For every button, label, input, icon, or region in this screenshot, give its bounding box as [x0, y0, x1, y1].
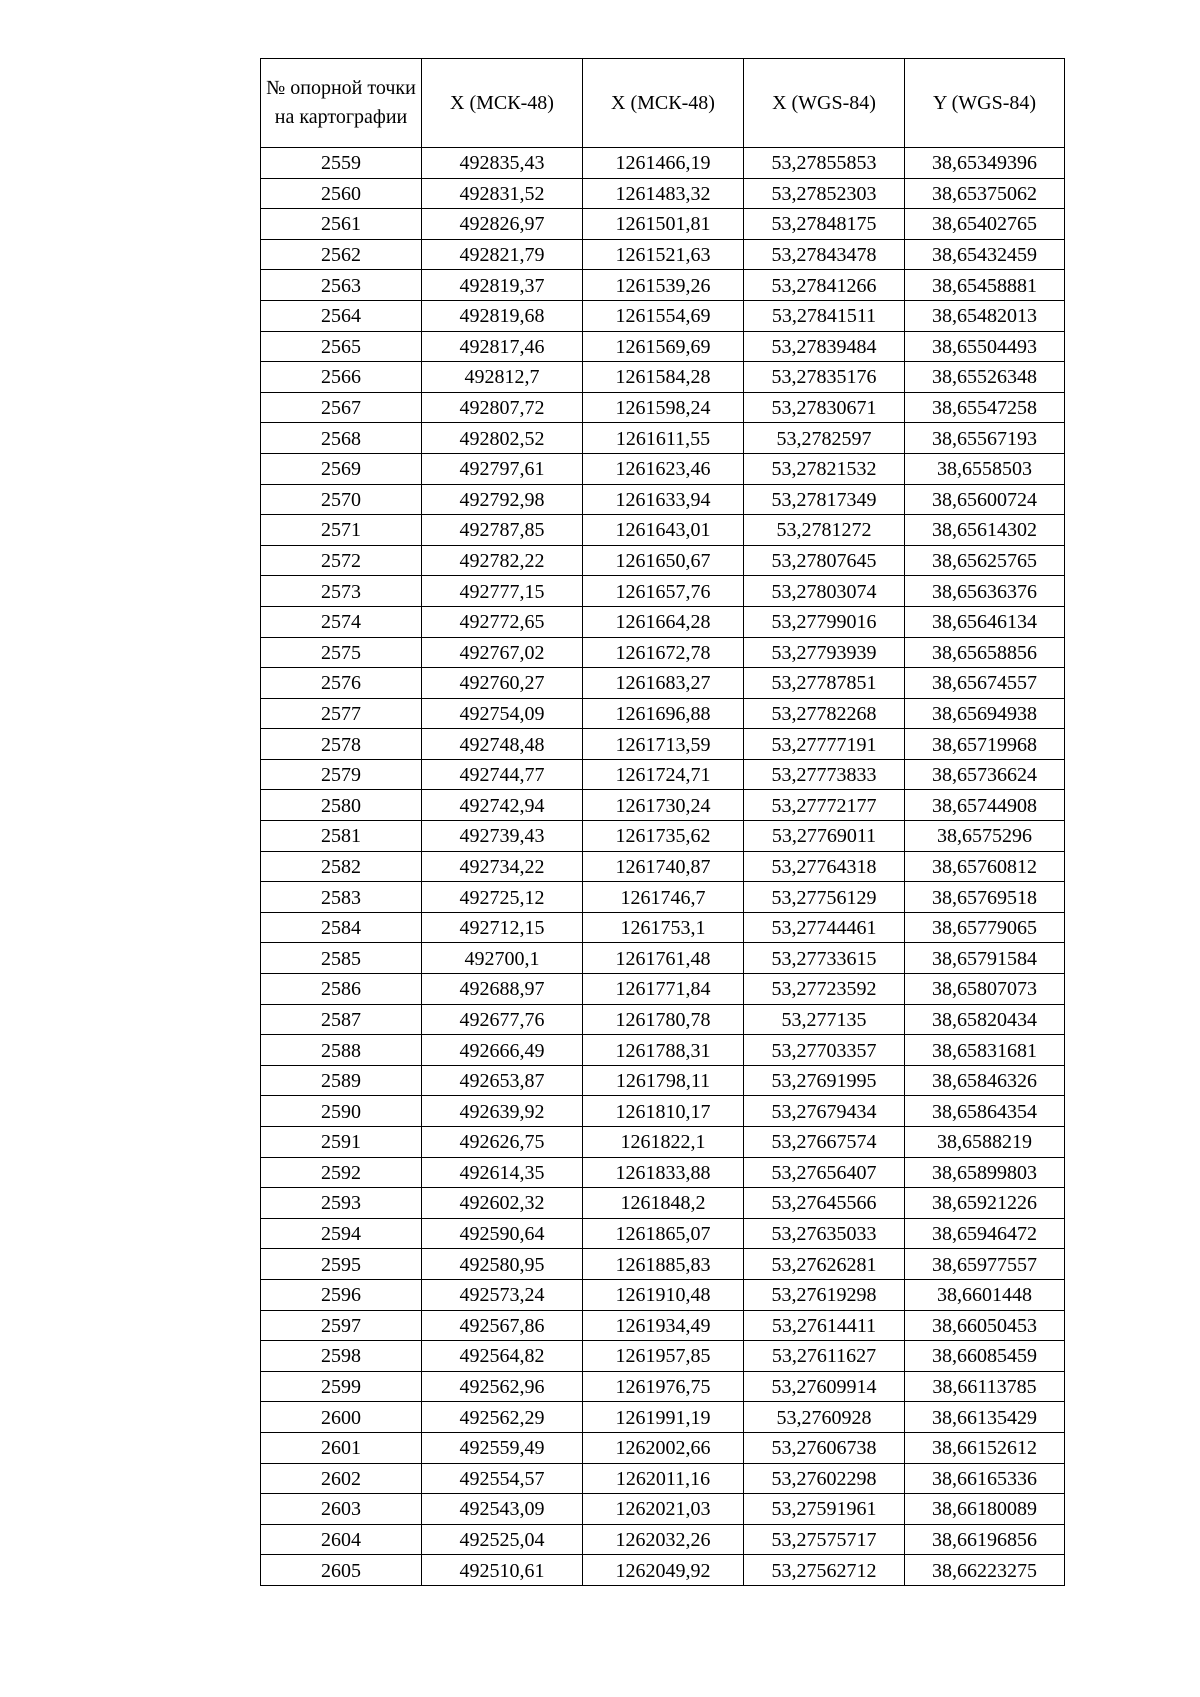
cell-point-number: 2575 [261, 637, 422, 668]
cell-point-number: 2568 [261, 423, 422, 454]
cell-point-number: 2582 [261, 851, 422, 882]
cell-y-wgs84: 38,66113785 [905, 1371, 1065, 1402]
cell-x-msk48-2: 1261724,71 [583, 759, 744, 790]
cell-y-wgs84: 38,65646134 [905, 606, 1065, 637]
header-x-wgs84: X (WGS-84) [744, 59, 905, 148]
cell-x-msk48-2: 1261746,7 [583, 882, 744, 913]
header-point-number: № опорной точки на картографии [261, 59, 422, 148]
cell-x-wgs84: 53,27606738 [744, 1432, 905, 1463]
cell-x-msk48-2: 1261696,88 [583, 698, 744, 729]
cell-x-msk48-2: 1261730,24 [583, 790, 744, 821]
table-row [261, 1096, 1065, 1127]
cell-y-wgs84: 38,65375062 [905, 178, 1065, 209]
cell-x-msk48-2: 1261957,85 [583, 1341, 744, 1372]
table-row [261, 362, 1065, 393]
cell-x-msk48-1: 492835,43 [422, 148, 583, 179]
cell-x-msk48-1: 492562,96 [422, 1371, 583, 1402]
cell-x-wgs84: 53,27703357 [744, 1035, 905, 1066]
cell-point-number: 2577 [261, 698, 422, 729]
cell-x-wgs84: 53,27614411 [744, 1310, 905, 1341]
cell-point-number: 2561 [261, 209, 422, 240]
table-row [261, 178, 1065, 209]
cell-x-msk48-2: 1261466,19 [583, 148, 744, 179]
cell-y-wgs84: 38,65736624 [905, 759, 1065, 790]
cell-x-msk48-1: 492567,86 [422, 1310, 583, 1341]
cell-y-wgs84: 38,65946472 [905, 1218, 1065, 1249]
cell-y-wgs84: 38,65526348 [905, 362, 1065, 393]
table-row [261, 1157, 1065, 1188]
cell-x-msk48-2: 1261664,28 [583, 606, 744, 637]
cell-x-wgs84: 53,27667574 [744, 1127, 905, 1158]
cell-y-wgs84: 38,65899803 [905, 1157, 1065, 1188]
cell-point-number: 2571 [261, 515, 422, 546]
cell-x-wgs84: 53,27841511 [744, 300, 905, 331]
cell-x-msk48-2: 1261650,67 [583, 545, 744, 576]
cell-y-wgs84: 38,65820434 [905, 1004, 1065, 1035]
cell-point-number: 2593 [261, 1188, 422, 1219]
cell-x-msk48-1: 492819,37 [422, 270, 583, 301]
cell-x-wgs84: 53,27841266 [744, 270, 905, 301]
cell-x-msk48-1: 492826,97 [422, 209, 583, 240]
cell-x-msk48-2: 1261623,46 [583, 453, 744, 484]
cell-y-wgs84: 38,6558503 [905, 453, 1065, 484]
table-row [261, 1188, 1065, 1219]
cell-x-msk48-2: 1261798,11 [583, 1065, 744, 1096]
cell-x-wgs84: 53,27848175 [744, 209, 905, 240]
cell-x-msk48-1: 492562,29 [422, 1402, 583, 1433]
cell-x-msk48-1: 492744,77 [422, 759, 583, 790]
cell-point-number: 2604 [261, 1524, 422, 1555]
cell-x-msk48-1: 492734,22 [422, 851, 583, 882]
table-row [261, 943, 1065, 974]
cell-x-wgs84: 53,27575717 [744, 1524, 905, 1555]
cell-x-msk48-2: 1262049,92 [583, 1555, 744, 1586]
cell-point-number: 2572 [261, 545, 422, 576]
cell-x-msk48-2: 1261976,75 [583, 1371, 744, 1402]
table-row [261, 729, 1065, 760]
cell-x-wgs84: 53,27744461 [744, 912, 905, 943]
cell-x-wgs84: 53,27821532 [744, 453, 905, 484]
table-row [261, 1249, 1065, 1280]
table-row [261, 239, 1065, 270]
cell-x-wgs84: 53,27691995 [744, 1065, 905, 1096]
table-row [261, 148, 1065, 179]
table-row [261, 392, 1065, 423]
cell-x-msk48-2: 1262011,16 [583, 1463, 744, 1494]
cell-y-wgs84: 38,66085459 [905, 1341, 1065, 1372]
cell-y-wgs84: 38,66152612 [905, 1432, 1065, 1463]
cell-x-wgs84: 53,27626281 [744, 1249, 905, 1280]
cell-point-number: 2574 [261, 606, 422, 637]
cell-x-msk48-1: 492742,94 [422, 790, 583, 821]
cell-y-wgs84: 38,65864354 [905, 1096, 1065, 1127]
cell-point-number: 2559 [261, 148, 422, 179]
table-body [261, 148, 1065, 1586]
cell-y-wgs84: 38,66050453 [905, 1310, 1065, 1341]
cell-x-wgs84: 53,27830671 [744, 392, 905, 423]
table-row [261, 1279, 1065, 1310]
cell-x-msk48-1: 492802,52 [422, 423, 583, 454]
cell-x-msk48-1: 492748,48 [422, 729, 583, 760]
cell-x-wgs84: 53,27843478 [744, 239, 905, 270]
cell-y-wgs84: 38,6601448 [905, 1279, 1065, 1310]
cell-y-wgs84: 38,65636376 [905, 576, 1065, 607]
table-row [261, 1341, 1065, 1372]
cell-y-wgs84: 38,65791584 [905, 943, 1065, 974]
cell-x-wgs84: 53,27562712 [744, 1555, 905, 1586]
cell-y-wgs84: 38,65349396 [905, 148, 1065, 179]
cell-x-wgs84: 53,2760928 [744, 1402, 905, 1433]
cell-x-msk48-2: 1261771,84 [583, 974, 744, 1005]
cell-x-msk48-2: 1261740,87 [583, 851, 744, 882]
cell-x-wgs84: 53,277135 [744, 1004, 905, 1035]
cell-point-number: 2569 [261, 453, 422, 484]
cell-x-wgs84: 53,2782597 [744, 423, 905, 454]
cell-x-msk48-1: 492700,1 [422, 943, 583, 974]
cell-x-wgs84: 53,27817349 [744, 484, 905, 515]
cell-x-msk48-1: 492590,64 [422, 1218, 583, 1249]
cell-point-number: 2584 [261, 912, 422, 943]
cell-x-wgs84: 53,2781272 [744, 515, 905, 546]
cell-x-wgs84: 53,27764318 [744, 851, 905, 882]
table-row [261, 974, 1065, 1005]
cell-x-msk48-1: 492831,52 [422, 178, 583, 209]
cell-x-msk48-1: 492817,46 [422, 331, 583, 362]
table-row [261, 270, 1065, 301]
cell-x-msk48-2: 1262021,03 [583, 1494, 744, 1525]
cell-x-msk48-1: 492573,24 [422, 1279, 583, 1310]
cell-x-wgs84: 53,27835176 [744, 362, 905, 393]
cell-x-wgs84: 53,27773833 [744, 759, 905, 790]
cell-x-msk48-2: 1261934,49 [583, 1310, 744, 1341]
cell-x-msk48-2: 1261833,88 [583, 1157, 744, 1188]
table-row [261, 882, 1065, 913]
table-row [261, 1463, 1065, 1494]
table-row [261, 668, 1065, 699]
cell-x-msk48-1: 492760,27 [422, 668, 583, 699]
cell-x-wgs84: 53,27852303 [744, 178, 905, 209]
cell-point-number: 2563 [261, 270, 422, 301]
cell-x-msk48-1: 492782,22 [422, 545, 583, 576]
table-row [261, 1218, 1065, 1249]
cell-x-wgs84: 53,27772177 [744, 790, 905, 821]
cell-x-msk48-2: 1261780,78 [583, 1004, 744, 1035]
cell-x-msk48-2: 1261810,17 [583, 1096, 744, 1127]
cell-x-msk48-1: 492559,49 [422, 1432, 583, 1463]
cell-x-wgs84: 53,27609914 [744, 1371, 905, 1402]
control-points-table [260, 58, 1065, 1586]
table-row [261, 1310, 1065, 1341]
cell-point-number: 2566 [261, 362, 422, 393]
table-row [261, 576, 1065, 607]
cell-x-msk48-2: 1261598,24 [583, 392, 744, 423]
table-row [261, 1402, 1065, 1433]
cell-x-msk48-1: 492564,82 [422, 1341, 583, 1372]
cell-x-msk48-2: 1261611,55 [583, 423, 744, 454]
cell-y-wgs84: 38,65567193 [905, 423, 1065, 454]
cell-y-wgs84: 38,65719968 [905, 729, 1065, 760]
cell-y-wgs84: 38,65807073 [905, 974, 1065, 1005]
cell-y-wgs84: 38,65658856 [905, 637, 1065, 668]
table-header [261, 59, 1065, 148]
cell-x-msk48-2: 1261848,2 [583, 1188, 744, 1219]
table-row [261, 209, 1065, 240]
cell-x-msk48-1: 492510,61 [422, 1555, 583, 1586]
cell-point-number: 2562 [261, 239, 422, 270]
cell-x-msk48-1: 492772,65 [422, 606, 583, 637]
cell-point-number: 2605 [261, 1555, 422, 1586]
cell-y-wgs84: 38,66135429 [905, 1402, 1065, 1433]
cell-x-msk48-2: 1261865,07 [583, 1218, 744, 1249]
cell-y-wgs84: 38,65674557 [905, 668, 1065, 699]
cell-point-number: 2590 [261, 1096, 422, 1127]
cell-x-wgs84: 53,27611627 [744, 1341, 905, 1372]
cell-y-wgs84: 38,6588219 [905, 1127, 1065, 1158]
cell-point-number: 2592 [261, 1157, 422, 1188]
cell-point-number: 2581 [261, 821, 422, 852]
cell-x-wgs84: 53,27645566 [744, 1188, 905, 1219]
cell-x-msk48-1: 492792,98 [422, 484, 583, 515]
cell-y-wgs84: 38,65694938 [905, 698, 1065, 729]
cell-x-msk48-2: 1261672,78 [583, 637, 744, 668]
cell-x-msk48-2: 1261584,28 [583, 362, 744, 393]
cell-y-wgs84: 38,65504493 [905, 331, 1065, 362]
cell-point-number: 2597 [261, 1310, 422, 1341]
cell-x-msk48-2: 1261713,59 [583, 729, 744, 760]
table-row [261, 300, 1065, 331]
header-y-wgs84: Y (WGS-84) [905, 59, 1065, 148]
cell-x-msk48-2: 1261521,63 [583, 239, 744, 270]
cell-x-wgs84: 53,27635033 [744, 1218, 905, 1249]
cell-point-number: 2583 [261, 882, 422, 913]
cell-point-number: 2564 [261, 300, 422, 331]
cell-x-msk48-1: 492712,15 [422, 912, 583, 943]
cell-x-wgs84: 53,27839484 [744, 331, 905, 362]
cell-x-msk48-1: 492777,15 [422, 576, 583, 607]
cell-y-wgs84: 38,65600724 [905, 484, 1065, 515]
table-row [261, 606, 1065, 637]
cell-x-wgs84: 53,27799016 [744, 606, 905, 637]
table-row [261, 851, 1065, 882]
cell-x-msk48-1: 492807,72 [422, 392, 583, 423]
cell-y-wgs84: 38,65614302 [905, 515, 1065, 546]
cell-y-wgs84: 38,65977557 [905, 1249, 1065, 1280]
cell-y-wgs84: 38,65779065 [905, 912, 1065, 943]
cell-point-number: 2573 [261, 576, 422, 607]
table-row [261, 545, 1065, 576]
cell-x-msk48-2: 1261501,81 [583, 209, 744, 240]
cell-x-msk48-1: 492639,92 [422, 1096, 583, 1127]
cell-x-wgs84: 53,27679434 [744, 1096, 905, 1127]
cell-x-msk48-1: 492580,95 [422, 1249, 583, 1280]
cell-point-number: 2596 [261, 1279, 422, 1310]
table-row [261, 1065, 1065, 1096]
cell-x-msk48-2: 1261822,1 [583, 1127, 744, 1158]
table-row [261, 515, 1065, 546]
table-row [261, 1035, 1065, 1066]
cell-x-msk48-2: 1261554,69 [583, 300, 744, 331]
cell-y-wgs84: 38,66223275 [905, 1555, 1065, 1586]
cell-x-msk48-1: 492602,32 [422, 1188, 583, 1219]
cell-x-wgs84: 53,27793939 [744, 637, 905, 668]
cell-point-number: 2578 [261, 729, 422, 760]
header-x-msk48-1: X (МСК-48) [422, 59, 583, 148]
cell-x-wgs84: 53,27756129 [744, 882, 905, 913]
table-row [261, 821, 1065, 852]
cell-x-msk48-1: 492725,12 [422, 882, 583, 913]
cell-point-number: 2595 [261, 1249, 422, 1280]
cell-x-msk48-1: 492626,75 [422, 1127, 583, 1158]
table-row [261, 484, 1065, 515]
cell-point-number: 2601 [261, 1432, 422, 1463]
cell-x-msk48-1: 492653,87 [422, 1065, 583, 1096]
cell-x-msk48-2: 1261683,27 [583, 668, 744, 699]
cell-point-number: 2598 [261, 1341, 422, 1372]
cell-x-msk48-1: 492614,35 [422, 1157, 583, 1188]
cell-x-msk48-1: 492797,61 [422, 453, 583, 484]
table-row [261, 453, 1065, 484]
cell-y-wgs84: 38,65458881 [905, 270, 1065, 301]
cell-y-wgs84: 38,65831681 [905, 1035, 1065, 1066]
table-row [261, 1432, 1065, 1463]
cell-x-msk48-1: 492688,97 [422, 974, 583, 1005]
cell-y-wgs84: 38,65921226 [905, 1188, 1065, 1219]
cell-x-msk48-2: 1261991,19 [583, 1402, 744, 1433]
cell-x-msk48-2: 1261761,48 [583, 943, 744, 974]
cell-x-wgs84: 53,27656407 [744, 1157, 905, 1188]
cell-point-number: 2579 [261, 759, 422, 790]
cell-x-msk48-2: 1261539,26 [583, 270, 744, 301]
cell-y-wgs84: 38,65760812 [905, 851, 1065, 882]
table-row [261, 790, 1065, 821]
cell-point-number: 2602 [261, 1463, 422, 1494]
cell-x-msk48-1: 492821,79 [422, 239, 583, 270]
cell-x-msk48-1: 492525,04 [422, 1524, 583, 1555]
cell-y-wgs84: 38,65846326 [905, 1065, 1065, 1096]
cell-x-wgs84: 53,27602298 [744, 1463, 905, 1494]
cell-point-number: 2600 [261, 1402, 422, 1433]
cell-point-number: 2586 [261, 974, 422, 1005]
cell-x-msk48-2: 1261657,76 [583, 576, 744, 607]
cell-x-msk48-2: 1261753,1 [583, 912, 744, 943]
cell-x-wgs84: 53,27803074 [744, 576, 905, 607]
cell-x-wgs84: 53,27807645 [744, 545, 905, 576]
cell-x-msk48-1: 492677,76 [422, 1004, 583, 1035]
cell-x-msk48-1: 492554,57 [422, 1463, 583, 1494]
table-row [261, 1127, 1065, 1158]
cell-x-wgs84: 53,27787851 [744, 668, 905, 699]
table-row [261, 1371, 1065, 1402]
table-row [261, 912, 1065, 943]
cell-y-wgs84: 38,6575296 [905, 821, 1065, 852]
cell-point-number: 2585 [261, 943, 422, 974]
cell-point-number: 2589 [261, 1065, 422, 1096]
cell-point-number: 2587 [261, 1004, 422, 1035]
cell-x-msk48-1: 492543,09 [422, 1494, 583, 1525]
cell-point-number: 2565 [261, 331, 422, 362]
cell-x-wgs84: 53,27782268 [744, 698, 905, 729]
cell-x-wgs84: 53,27855853 [744, 148, 905, 179]
cell-point-number: 2603 [261, 1494, 422, 1525]
cell-point-number: 2560 [261, 178, 422, 209]
cell-x-wgs84: 53,27591961 [744, 1494, 905, 1525]
cell-point-number: 2588 [261, 1035, 422, 1066]
table-row [261, 698, 1065, 729]
cell-y-wgs84: 38,65482013 [905, 300, 1065, 331]
cell-point-number: 2591 [261, 1127, 422, 1158]
cell-x-wgs84: 53,27723592 [744, 974, 905, 1005]
cell-x-msk48-1: 492739,43 [422, 821, 583, 852]
cell-point-number: 2576 [261, 668, 422, 699]
table-row [261, 423, 1065, 454]
table-row [261, 331, 1065, 362]
table-row [261, 1555, 1065, 1586]
cell-y-wgs84: 38,66165336 [905, 1463, 1065, 1494]
cell-point-number: 2599 [261, 1371, 422, 1402]
cell-x-wgs84: 53,27733615 [744, 943, 905, 974]
cell-y-wgs84: 38,66196856 [905, 1524, 1065, 1555]
header-x-msk48-2: X (МСК-48) [583, 59, 744, 148]
cell-x-msk48-2: 1262032,26 [583, 1524, 744, 1555]
table-row [261, 1004, 1065, 1035]
cell-point-number: 2567 [261, 392, 422, 423]
cell-x-msk48-1: 492754,09 [422, 698, 583, 729]
cell-x-msk48-1: 492812,7 [422, 362, 583, 393]
cell-y-wgs84: 38,65744908 [905, 790, 1065, 821]
cell-x-msk48-2: 1261483,32 [583, 178, 744, 209]
cell-y-wgs84: 38,66180089 [905, 1494, 1065, 1525]
table-row [261, 1494, 1065, 1525]
cell-x-msk48-2: 1261788,31 [583, 1035, 744, 1066]
header-row [261, 59, 1065, 148]
cell-point-number: 2570 [261, 484, 422, 515]
cell-x-wgs84: 53,27777191 [744, 729, 905, 760]
cell-x-msk48-1: 492767,02 [422, 637, 583, 668]
table-row [261, 637, 1065, 668]
cell-y-wgs84: 38,65625765 [905, 545, 1065, 576]
cell-y-wgs84: 38,65769518 [905, 882, 1065, 913]
cell-x-msk48-1: 492666,49 [422, 1035, 583, 1066]
cell-x-msk48-1: 492787,85 [422, 515, 583, 546]
cell-x-msk48-2: 1262002,66 [583, 1432, 744, 1463]
cell-y-wgs84: 38,65432459 [905, 239, 1065, 270]
cell-x-msk48-1: 492819,68 [422, 300, 583, 331]
cell-point-number: 2580 [261, 790, 422, 821]
cell-x-msk48-2: 1261643,01 [583, 515, 744, 546]
table-row [261, 759, 1065, 790]
cell-x-wgs84: 53,27619298 [744, 1279, 905, 1310]
cell-x-msk48-2: 1261569,69 [583, 331, 744, 362]
cell-x-msk48-2: 1261910,48 [583, 1279, 744, 1310]
cell-point-number: 2594 [261, 1218, 422, 1249]
cell-x-msk48-2: 1261885,83 [583, 1249, 744, 1280]
cell-x-msk48-2: 1261633,94 [583, 484, 744, 515]
table-row [261, 1524, 1065, 1555]
cell-x-msk48-2: 1261735,62 [583, 821, 744, 852]
cell-x-wgs84: 53,27769011 [744, 821, 905, 852]
cell-y-wgs84: 38,65402765 [905, 209, 1065, 240]
cell-y-wgs84: 38,65547258 [905, 392, 1065, 423]
